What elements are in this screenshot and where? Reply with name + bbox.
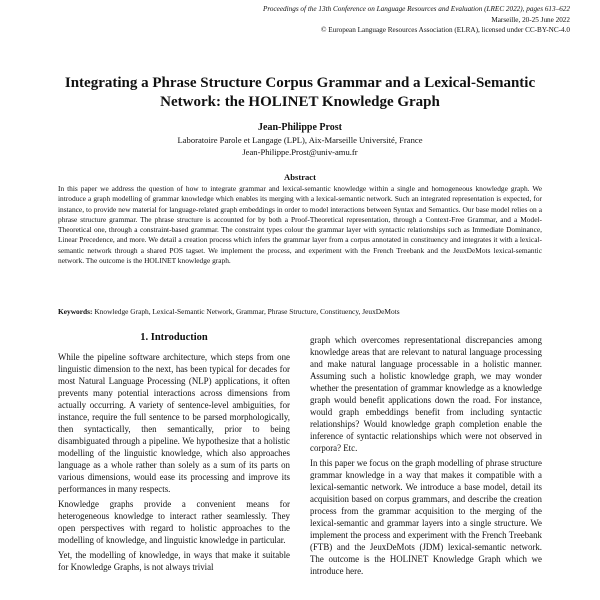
author-name: Jean-Philippe Prost — [258, 122, 342, 133]
title-line-2: Network: the HOLINET Knowledge Graph — [160, 94, 440, 110]
right-column — [310, 334, 542, 580]
proceedings-header — [150, 4, 570, 36]
paragraph: graph which overcomes representational discrepancies among knowledge areas that are relevant to natural language processing and make natural language processable in a holistic manner. Assuming such a holistic knowledge graph, we may wonder whether the presentation of grammar knowledge as a knowledge graph would benefit applications down the road. For instance, would graph embeddings benefit from including syntactic relationships? Would knowledge graph completion enable the inference of syntactic relationships which were not observed in corpora? Etc. — [310, 335, 542, 453]
proceedings-line: Proceedings of the 13th Conference on Language Resources and Evaluation (LREC 2022), pages 613–622 — [262, 5, 570, 13]
left-column — [58, 332, 290, 576]
keywords-text: Knowledge Graph, Lexical-Semantic Network, Grammar, Phrase Structure, Constituency, JeuxDeMots — [92, 307, 400, 316]
title-line-1: Integrating a Phrase Structure Corpus Grammar and a Lexical-Semantic — [64, 75, 536, 91]
paper-title — [40, 74, 560, 112]
paragraph: Knowledge graphs provide a convenient means for heterogeneous knowledge to interact rather seamlessly. They open perspectives with regard to holistic approaches to the modelling of knowledge, and linguistic knowledge in particular. — [58, 499, 290, 545]
author-affiliation-block — [40, 134, 560, 158]
section-heading-introduction: 1. Introduction — [140, 332, 208, 343]
author-email: Jean-Philippe.Prost@univ-amu.fr — [242, 147, 358, 157]
license-line: © European Language Resources Association (ELRA), licensed under CC-BY-NC-4.0 — [321, 26, 570, 34]
keywords-label: Keywords: — [58, 307, 93, 316]
paragraph: While the pipeline software architecture, which steps from one linguistic dimension to the next, has been typical for decades for most Natural Language Processing (NLP) applications, it often prevents many potential interactions across dimensions from actually occurring. A variety of sentence-level ambiguities, for instance, require the full sentence to be parsed morphologically, then syntactically, then semantically, prior to being disambiguated through a pipeline. We hypothesize that a holistic modelling of the linguistic knowledge, which also approaches language as a whole rather than solely as a sum of its parts on various dimensions, would ease its processing and improve its performances in many respects. — [58, 352, 290, 494]
abstract-text: In this paper we address the question of how to integrate grammar and lexical-semantic knowledge within a single and homogeneous knowledge graph. We introduce a graph modelling of grammar knowledge which enables its merging with a lexical-semantic network. Such an integrated representation is expected, for instance, to provide new material for language-related graph embeddings in order to model interactions between Syntax and Semantics. Our base model relies on a phrase structure grammar. The phrase structure is accounted for by both a Proof-Theoretical representation, through a Context-Free Grammar, and a Model-Theoretical one, through a constraint-based grammar. The constraint types colour the grammar layer with syntactic relationships such as Immediate Dominance, Linear Precedence, and more. We detail a creation process which infers the grammar layer from a corpus annotated in constituency and integrates it with a lexical-semantic network through a shared POS tagset. We implement the process, and experiment with the French Treebank and the JeuxDeMots lexical-semantic network. The outcome is the HOLINET knowledge graph. — [58, 184, 542, 266]
paragraph: Yet, the modelling of knowledge, in ways that make it suitable for Knowledge Graphs, is not always trivial — [58, 550, 290, 572]
keywords — [58, 307, 542, 317]
affiliation: Laboratoire Parole et Langage (LPL), Aix-Marseille Université, France — [177, 135, 423, 145]
paragraph: In this paper we focus on the graph modelling of phrase structure grammar knowledge in a way that makes it compatible with a lexical-semantic network. We introduce a base model, detail its acquisition based on corpus grammars, and describe the creation process from the grammar acquisition to the merging of the lexical-semantic and grammar layers into a single structure. We implement the process and experiment with the French Treebank (FTB) and the JeuxDeMots (JDM) lexical-semantic network. The outcome is the HOLINET Knowledge Graph which we introduce here. — [310, 458, 542, 576]
venue-line: Marseille, 20-25 June 2022 — [491, 15, 570, 24]
abstract-heading: Abstract — [284, 172, 316, 182]
